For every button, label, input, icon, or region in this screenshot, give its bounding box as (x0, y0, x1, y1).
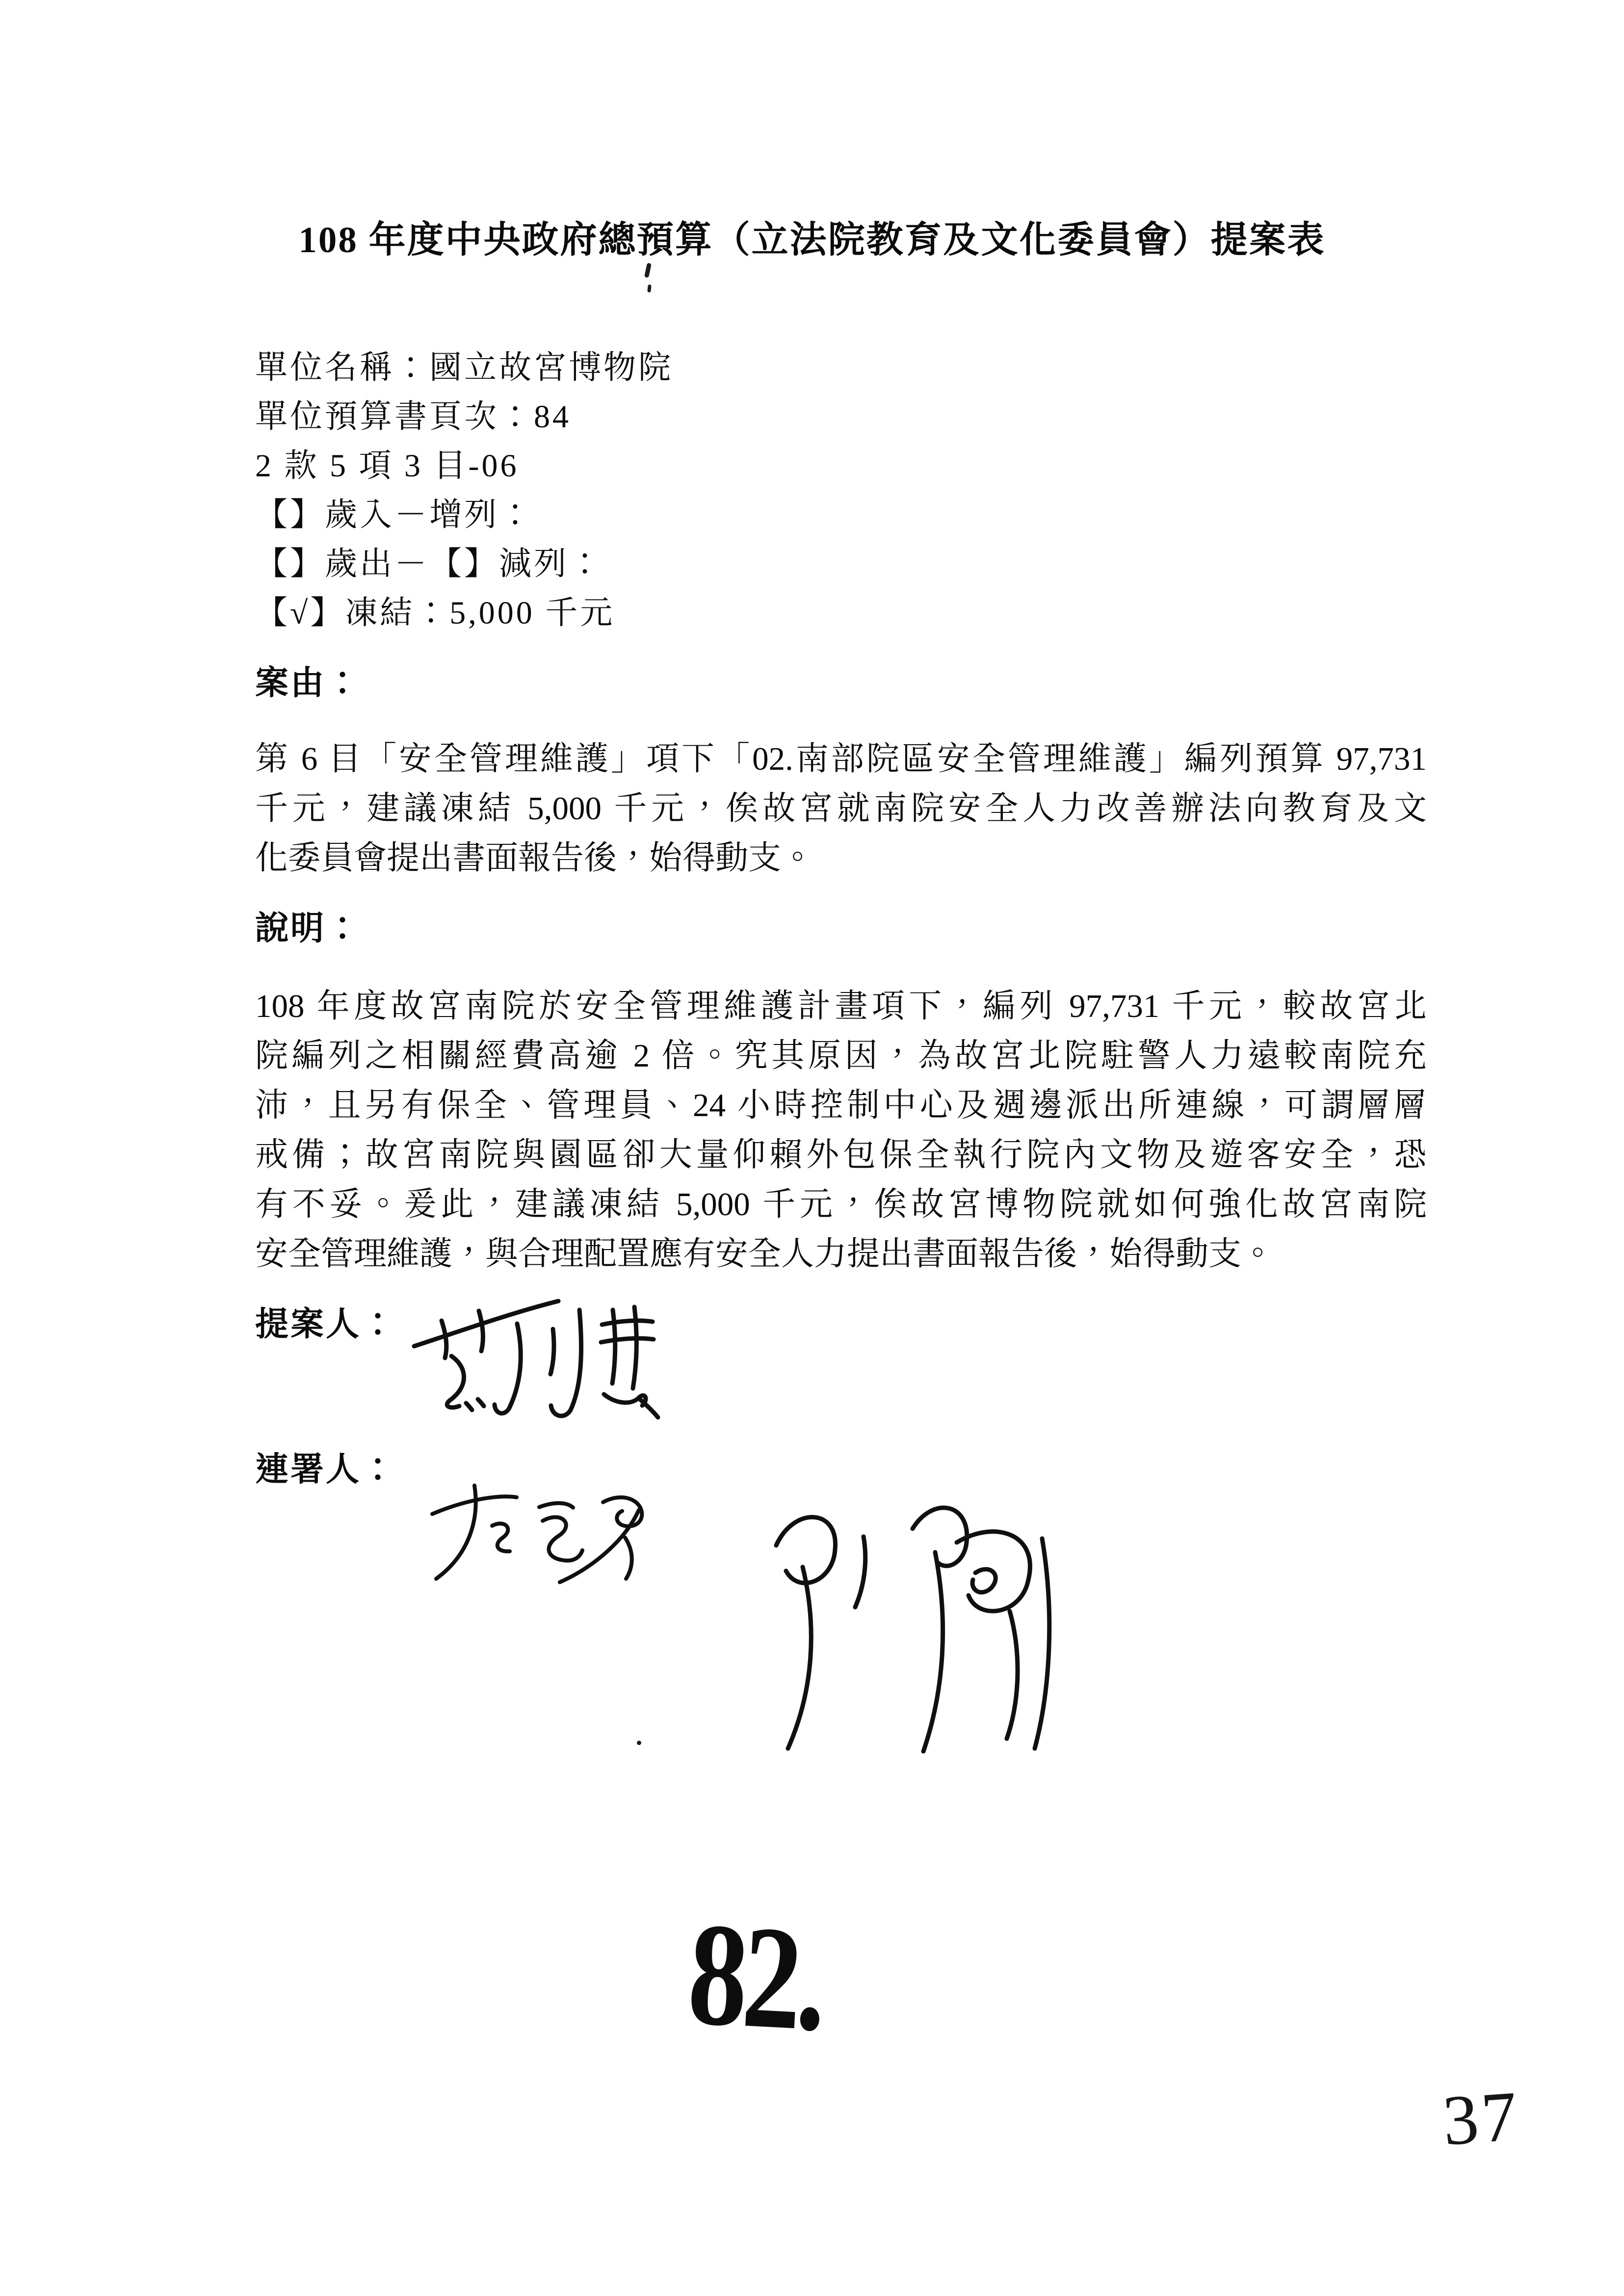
case-line: 化委員會提出書面報告後，始得動支。 (255, 840, 814, 876)
case-line: 第 6 目「安全管理維護」項下「02.南部院區安全管理維護」編列預算 97,731 (255, 741, 1427, 777)
meta-line-revenue-checkbox: 【】歲入－增列： (255, 497, 534, 533)
meta-line-budget-code: 2 款 5 項 3 目-06 (255, 448, 519, 484)
cosigner-label: 連署人： (255, 1451, 397, 1488)
proposer-signature (407, 1281, 662, 1421)
description-line: 院編列之相關經費高逾 2 倍。究其原因，為故宮北院駐警人力遠較南院充 (255, 1038, 1427, 1074)
signature-ink-icon (419, 1478, 655, 1593)
budget-meta-block (255, 343, 1433, 638)
proposer-label: 提案人： (255, 1305, 397, 1343)
handwritten-page-number: 37 (1440, 2077, 1523, 2161)
description-line: 沛，且另有保全、管理員、24 小時控制中心及週邊派出所連線，可謂層層 (255, 1087, 1427, 1123)
signature-ink-icon (407, 1281, 662, 1421)
scan-artifact-speck (647, 285, 652, 293)
description-line: 安全管理維護，與合理配置應有安全人力提出書面報告後，始得動支。 (255, 1236, 1274, 1272)
cosigner-signature-2 (702, 1483, 1074, 1753)
description-heading: 說明： (255, 910, 362, 947)
meta-line-expenditure-checkbox: 【】歲出－【】減列： (255, 546, 603, 582)
cosigner-signature-1 (419, 1478, 655, 1593)
description-line: 108 年度故宮南院於安全管理維護計畫項下，編列 97,731 千元，較故宮北 (255, 988, 1427, 1024)
meta-line-unit-name: 單位名稱：國立故宮博物院 (255, 350, 673, 386)
scan-artifact-speck (644, 262, 652, 278)
case-paragraph (255, 734, 1427, 883)
description-paragraph (255, 982, 1427, 1279)
handwritten-item-number: 82. (684, 1892, 826, 2061)
meta-line-freeze-checkbox-checked: 【√】凍結：5,000 千元 (255, 595, 615, 631)
meta-line-budget-book-page: 單位預算書頁次：84 (255, 399, 571, 435)
description-line: 有不妥。爰此，建議凍結 5,000 千元，俟故宮博物院就如何強化故宮南院 (255, 1186, 1427, 1223)
description-line: 戒備；故宮南院與園區卻大量仰賴外包保全執行院內文物及遊客安全，恐 (255, 1137, 1427, 1173)
signature-ink-icon (702, 1483, 1074, 1753)
case-heading: 案由： (255, 664, 362, 702)
document-title: 108 年度中央政府總預算（立法院教育及文化委員會）提案表 (298, 220, 1326, 261)
scan-artifact-speck (637, 1741, 641, 1745)
case-line: 千元，建議凍結 5,000 千元，俟故宮就南院安全人力改善辦法向教育及文 (255, 790, 1427, 827)
